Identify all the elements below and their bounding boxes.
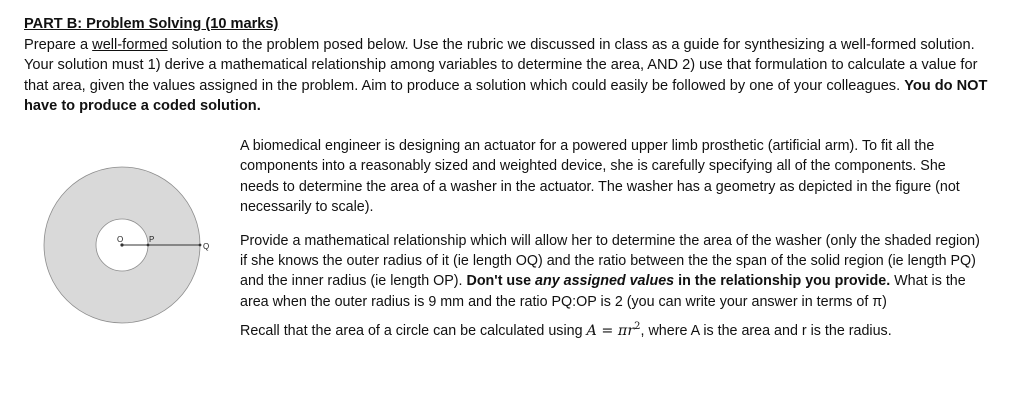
well-formed-link[interactable]: well-formed <box>92 36 168 53</box>
formula-lhs: A <box>586 323 597 340</box>
formula-exponent: 2 <box>634 321 641 333</box>
formula-intro: Recall that the area of a circle can be calculated using <box>240 323 587 340</box>
warning-bold-italic: any assigned values <box>535 273 675 290</box>
formula-equals: = <box>596 323 618 340</box>
context-paragraph: A biomedical engineer is designing an actuator for a powered upper limb prosthetic (artificial arm). To fit all the components into a reasonably sized and weighted device, she is carefully specifying all of the components. She needs to determine the area of a washer in the actuator. The washer has a geometry as depicted in the figure (not necessarily to scale). <box>240 138 960 216</box>
instructions-text-1: Prepare a <box>24 36 93 53</box>
problem-statement <box>240 136 980 342</box>
task-text-1: Provide a mathematical relationship which will allow her to determine the area of the washer (only the shaded region) if she knows the outer radius of it (ie length OQ) and the ratio between the the span of the solid region (ie length PQ) and the inner radius (ie length OP). <box>240 232 980 290</box>
task-paragraph <box>240 231 980 313</box>
assignment-header <box>24 14 990 117</box>
washer-diagram <box>40 160 240 330</box>
label-p: P <box>149 235 155 244</box>
formula-tail: , where A is the area and r is the radius. <box>640 323 892 340</box>
label-o: O <box>117 235 124 244</box>
warning-bold-1: Don't use <box>466 273 536 290</box>
formula-rhs: πr <box>617 323 635 340</box>
warning-bold-2: in the relationship you provide. <box>674 273 891 290</box>
inner-point-p <box>147 244 150 247</box>
instructions-paragraph <box>24 35 990 117</box>
task-text-2: What is the area when the outer radius is 9 mm and the ratio PQ:OP is 2 (you can write your answer in terms of π) <box>240 273 966 310</box>
instructions-text-2: solution to the problem posed below. Use the rubric we discussed in class as a guide for synthesizing a well-formed solution. Your solution must 1) derive a mathematical relationship among variables to determine the area, AND 2) use that formulation to calculate a value for that area, given the values assigned in the problem. Aim to produce a solution which could easily be followed by one of your colleagues. <box>24 36 978 94</box>
formula-paragraph <box>240 321 980 341</box>
no-code-note: You do NOT have to produce a coded solution. <box>24 77 988 115</box>
section-title: PART B: Problem Solving (10 marks) <box>24 16 279 32</box>
washer-figure <box>40 160 240 330</box>
label-q: Q <box>203 242 210 251</box>
outer-point-q <box>199 244 202 247</box>
area-formula <box>587 323 641 339</box>
